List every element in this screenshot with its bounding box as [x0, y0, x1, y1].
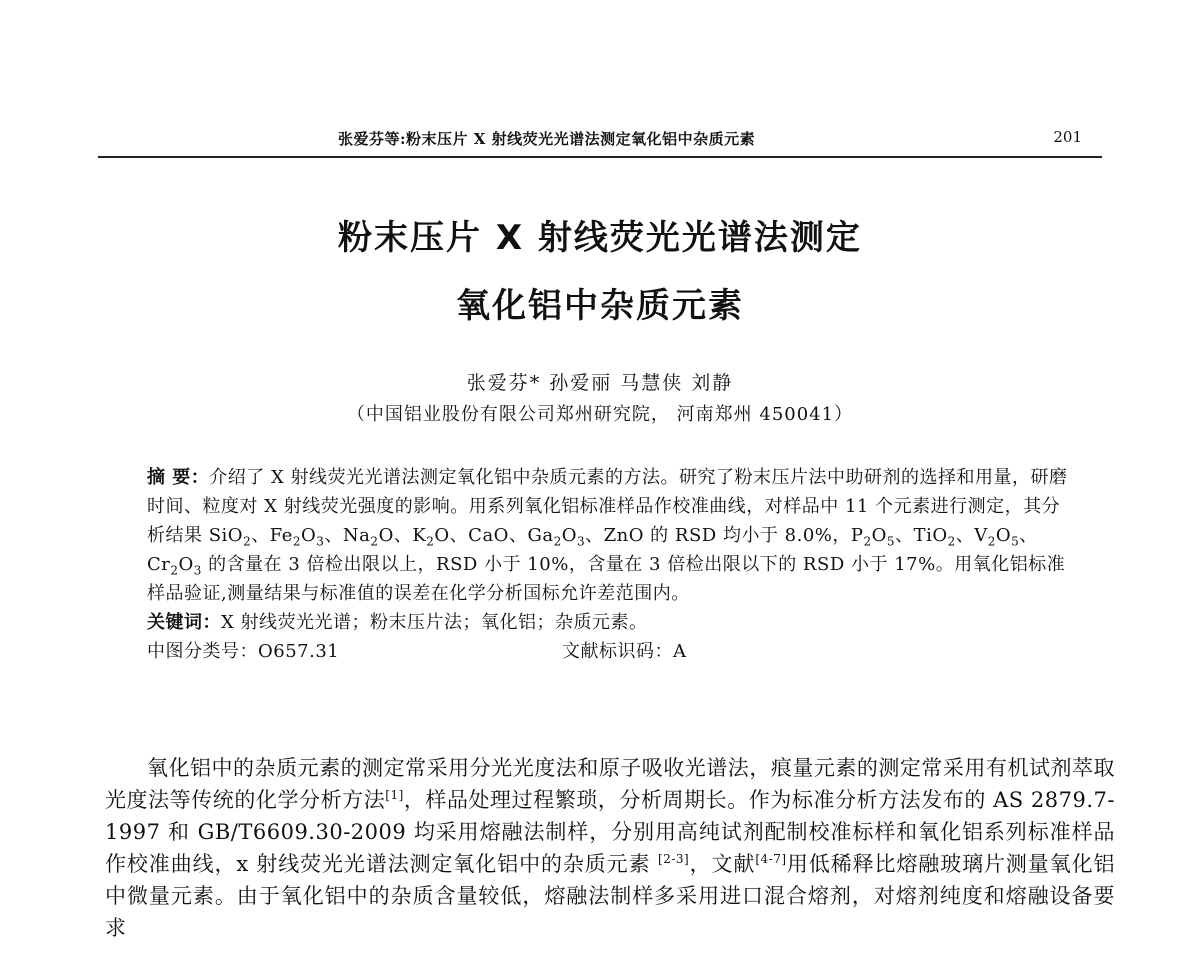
classification-row — [147, 637, 1072, 666]
keywords-label: 关键词： — [147, 612, 221, 633]
citation: [4-7] — [755, 852, 787, 866]
clc-label: 中图分类号： — [147, 641, 258, 662]
body-paragraph: 氧化铝中的杂质元素的测定常采用分光光度法和原子吸收光谱法，痕量元素的测定常采用有机试剂萃取光度法等传统的化学分析方法[1]，样品处理过程繁琐，分析周期长。作为标准分析方法发布的 AS 2879.7-1997 和 GB/T6609.30-2009 均采用熔融法制样，分别用高纯试剂配制校准标样和氧化铝系列标准样品作校准曲线，x 射线荧光光谱法测定氧化铝中的杂质元素 [2-3]，文献[4-7]用低稀释比熔融玻璃片测量氧化铝中微量元素。由于氧化铝中的杂质含量较低，熔融法制样多采用进口混合熔剂，对熔剂纯度和熔融设备要求 — [105, 756, 1115, 940]
abstract — [147, 463, 1072, 608]
affiliation: （中国铝业股份有限公司郑州研究院， 河南郑州 450041） — [346, 404, 854, 425]
citation: [2-3] — [658, 852, 690, 866]
article-title-line-2: 氧化铝中杂质元素 — [456, 286, 744, 326]
citation: [1] — [385, 788, 404, 802]
running-header — [98, 118, 1102, 158]
document-code — [562, 637, 687, 666]
doc-code-label: 文献标识码： — [562, 641, 673, 662]
body-text — [105, 752, 1115, 944]
page-number: 201 — [1053, 128, 1082, 146]
author-list: 张爱芬* 孙爱丽 马慧侠 刘静 — [466, 372, 734, 394]
keywords — [147, 608, 1072, 637]
clc-value: O657.31 — [258, 641, 340, 662]
doc-code-value: A — [673, 641, 687, 662]
keywords-text: X 射线荧光光谱；粉末压片法；氧化铝；杂质元素。 — [221, 612, 648, 633]
running-title: 张爱芬等:粉末压片 X 射线荧光光谱法测定氧化铝中杂质元素 — [338, 130, 756, 148]
abstract-block — [147, 463, 1072, 666]
abstract-text: 介绍了 X 射线荧光光谱法测定氧化铝中杂质元素的方法。研究了粉末压片法中助研剂的选择和用量，研磨时间、粒度对 X 射线荧光强度的影响。用系列氧化铝标准样品作校准曲线，对样品中 11 个元素进行测定，其分析结果 SiO$_2$、$Fe_2O_3$、$Na_2O$、$K_2O$、CaO、$Ga_2O_3$、ZnO 的 RSD 均小于 8.0%，$P_2O_5$、TiO$_2$、$V_2O_5$、$Cr_2O_3$ 的含量在 3 倍检出限以上，RSD 小于 10%，含量在 3 倍检出限以下的 RSD 小于 17%。用氧化铝标准样品验证,测量结果与标准值的误差在化学分析国标允许差范围内。 — [147, 467, 1068, 604]
article-title-line-1: 粉末压片 X 射线荧光光谱法测定 — [338, 218, 862, 258]
abstract-label: 摘 要： — [147, 467, 210, 488]
